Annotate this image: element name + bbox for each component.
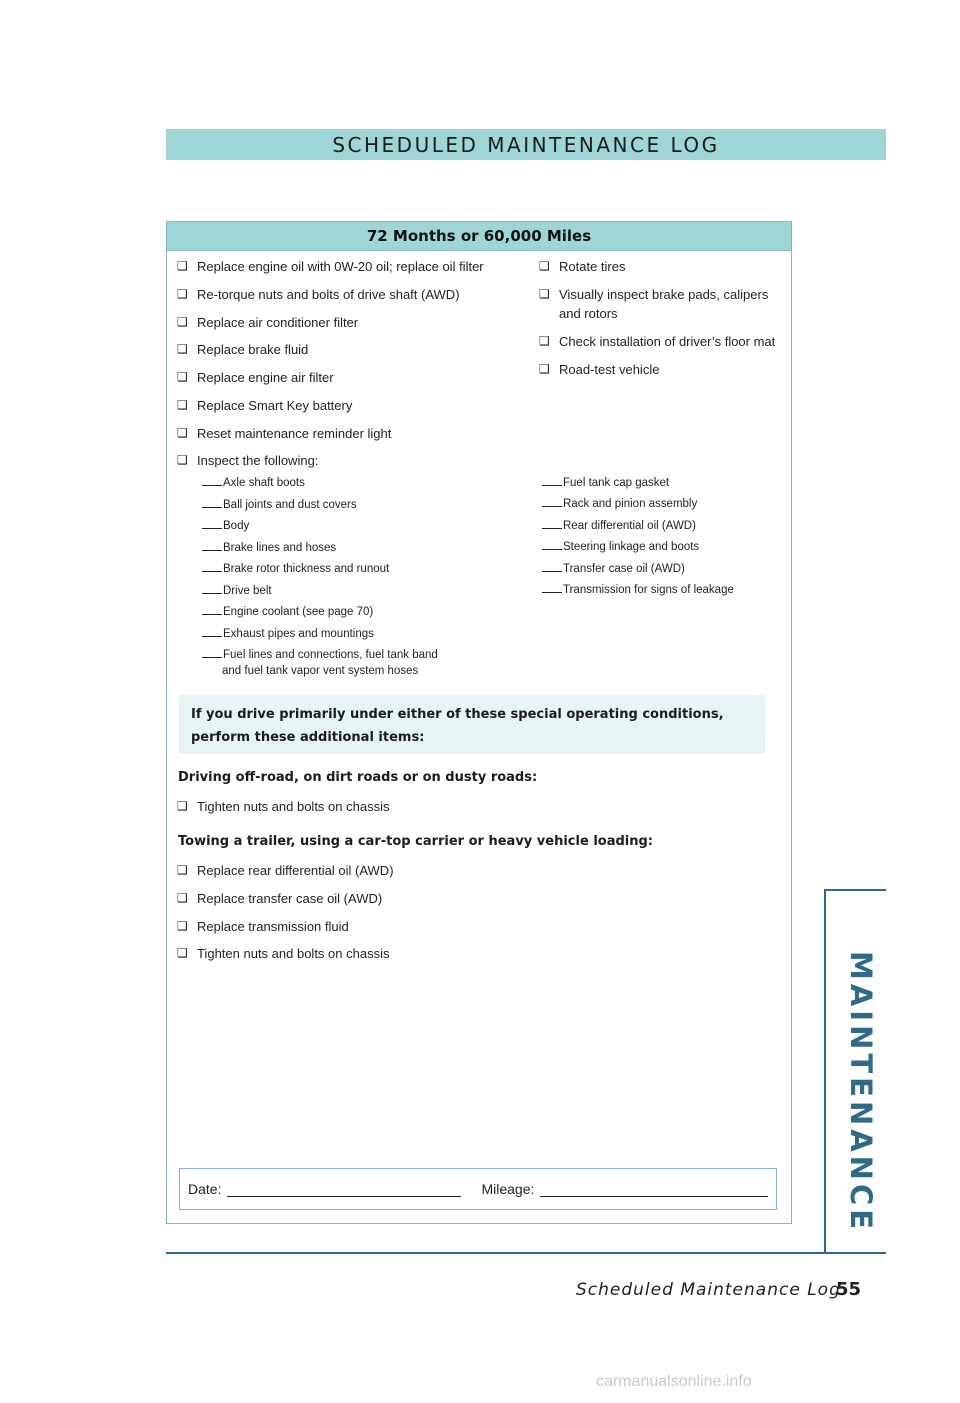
blank-line[interactable] xyxy=(542,495,562,507)
inspect-item[interactable]: Ball joints and dust covers xyxy=(202,496,357,513)
checkbox-icon[interactable]: ❑ xyxy=(539,334,550,348)
checklist-item[interactable]: ❑ Replace transmission fluid xyxy=(177,919,349,934)
checkbox-icon[interactable]: ❑ xyxy=(177,342,188,356)
inspect-item[interactable]: Steering linkage and boots xyxy=(542,538,699,555)
inspect-item[interactable]: Axle shaft boots xyxy=(202,474,305,491)
blank-line[interactable] xyxy=(542,581,562,593)
checklist-item[interactable]: ❑ Replace engine air filter xyxy=(177,370,334,385)
blank-line[interactable] xyxy=(542,538,562,550)
inspect-item[interactable]: Body xyxy=(202,517,249,534)
checkbox-icon[interactable]: ❑ xyxy=(177,259,188,273)
blank-line[interactable] xyxy=(202,496,222,508)
side-tab-label: MAINTENANCE xyxy=(844,951,878,1234)
checkbox-icon[interactable]: ❑ xyxy=(177,799,188,813)
towing-heading: Towing a trailer, using a car-top carrier or heavy vehicle loading: xyxy=(178,834,653,849)
checkbox-icon[interactable]: ❑ xyxy=(539,287,550,301)
blank-line[interactable] xyxy=(542,560,562,572)
checklist-item[interactable]: ❑ Check installation of driver’s floor mat xyxy=(539,334,776,349)
watermark: carmanualsonline.info xyxy=(596,1373,752,1390)
checklist-item[interactable]: ❑ Replace air conditioner filter xyxy=(177,315,359,330)
blank-line[interactable] xyxy=(202,560,222,572)
blank-line[interactable] xyxy=(202,625,222,637)
footer-divider xyxy=(166,1252,886,1254)
inspect-item[interactable]: Transfer case oil (AWD) xyxy=(542,560,685,577)
checkbox-icon[interactable]: ❑ xyxy=(177,287,188,301)
checkbox-icon[interactable]: ❑ xyxy=(177,863,188,877)
checklist-item[interactable]: ❑ Replace engine oil with 0W-20 oil; replace oil filter xyxy=(177,259,484,274)
checkbox-icon[interactable]: ❑ xyxy=(177,398,188,412)
inspect-item[interactable]: Brake lines and hoses xyxy=(202,539,336,556)
checklist-item[interactable]: ❑ Visually inspect brake pads, calipers and rotors xyxy=(539,287,769,321)
inspect-item[interactable]: Fuel tank cap gasket xyxy=(542,474,669,491)
inspect-item[interactable]: Rear differential oil (AWD) xyxy=(542,517,696,534)
checkbox-icon[interactable]: ❑ xyxy=(177,453,188,467)
checkbox-icon[interactable]: ❑ xyxy=(177,426,188,440)
inspect-item[interactable]: Transmission for signs of leakage xyxy=(542,581,734,598)
date-label: Date: xyxy=(188,1181,222,1197)
blank-line[interactable] xyxy=(202,582,222,594)
page-number: 55 xyxy=(836,1279,862,1300)
section-header xyxy=(166,129,886,160)
blank-line[interactable] xyxy=(202,603,222,615)
blank-line[interactable] xyxy=(542,474,562,486)
checklist-item[interactable]: ❑ Replace rear differential oil (AWD) xyxy=(177,863,394,878)
inspect-item[interactable]: Rack and pinion assembly xyxy=(542,495,697,512)
blank-line[interactable] xyxy=(202,646,222,658)
checklist-item[interactable]: ❑ Tighten nuts and bolts on chassis xyxy=(177,946,390,961)
checkbox-icon[interactable]: ❑ xyxy=(177,370,188,384)
checkbox-icon[interactable]: ❑ xyxy=(177,946,188,960)
footer-section-title: Scheduled Maintenance Log xyxy=(576,1280,841,1300)
checkbox-icon[interactable]: ❑ xyxy=(177,891,188,905)
section-header-title: SCHEDULED MAINTENANCE LOG xyxy=(332,132,720,157)
checkbox-icon[interactable]: ❑ xyxy=(177,315,188,329)
inspect-item[interactable]: Fuel lines and connections, fuel tank band and fuel tank vapor vent system hoses xyxy=(202,646,438,679)
checklist-item[interactable]: ❑ Replace Smart Key battery xyxy=(177,398,353,413)
checklist-item[interactable]: ❑ Tighten nuts and bolts on chassis xyxy=(177,799,390,814)
checklist-item[interactable]: ❑ Reset maintenance reminder light xyxy=(177,426,392,441)
checklist-item[interactable]: ❑ Replace brake fluid xyxy=(177,342,309,357)
blank-line[interactable] xyxy=(542,517,562,529)
checkbox-icon[interactable]: ❑ xyxy=(539,259,550,273)
special-conditions-note xyxy=(179,695,765,754)
blank-line[interactable] xyxy=(202,517,222,529)
inspect-item[interactable]: Brake rotor thickness and runout xyxy=(202,560,389,577)
special-conditions-text: If you drive primarily under either of these special operating conditions, perform these additional items: xyxy=(191,707,724,745)
checklist-item[interactable]: ❑ Inspect the following: xyxy=(177,453,319,468)
mileage-label: Mileage: xyxy=(481,1181,535,1197)
blank-line[interactable] xyxy=(202,474,222,486)
blank-line[interactable] xyxy=(202,539,222,551)
mileage-field[interactable] xyxy=(540,1182,768,1197)
checklist-item[interactable]: ❑ Re-torque nuts and bolts of drive shaft (AWD) xyxy=(177,287,460,302)
checklist-item[interactable]: ❑ Road-test vehicle xyxy=(539,362,660,377)
offroad-heading: Driving off-road, on dirt roads or on dusty roads: xyxy=(178,770,538,785)
inspect-item[interactable]: Engine coolant (see page 70) xyxy=(202,603,373,620)
checkbox-icon[interactable]: ❑ xyxy=(177,919,188,933)
side-tab xyxy=(824,889,886,1253)
inspect-item[interactable]: Drive belt xyxy=(202,582,272,599)
checkbox-icon[interactable]: ❑ xyxy=(539,362,550,376)
date-field[interactable] xyxy=(227,1182,461,1197)
checklist-item[interactable]: ❑ Rotate tires xyxy=(539,259,626,274)
panel-title: 72 Months or 60,000 Miles xyxy=(167,222,791,251)
inspect-item[interactable]: Exhaust pipes and mountings xyxy=(202,625,374,642)
date-mileage-box xyxy=(179,1168,777,1210)
checklist-item[interactable]: ❑ Replace transfer case oil (AWD) xyxy=(177,891,383,906)
